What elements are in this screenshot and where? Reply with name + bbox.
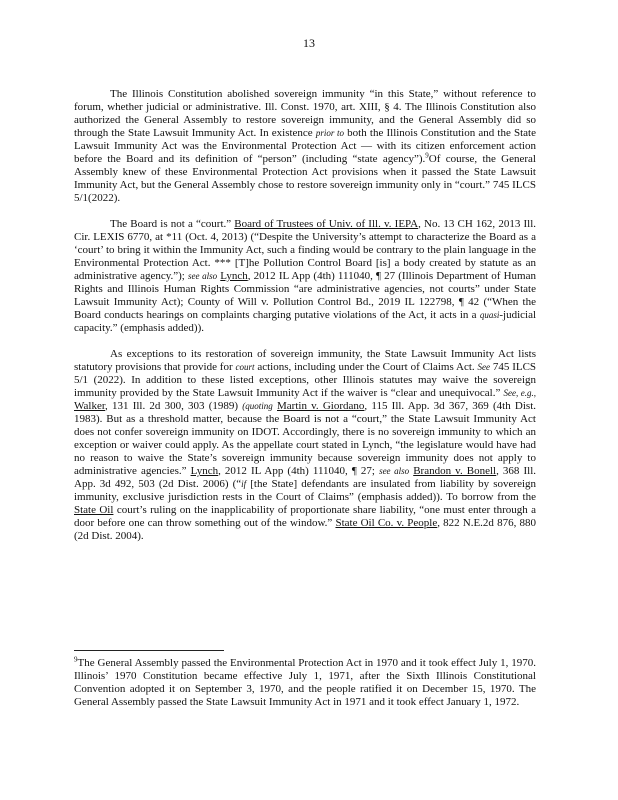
citation-brandon-v-bonell: Brandon v. Bonell <box>413 465 497 477</box>
signal-see-also-2: see also <box>379 466 410 476</box>
italic-quasi: quasi <box>479 310 500 320</box>
para3-text-m: , 2012 IL App (4th) 111040, ¶ 27; <box>218 465 375 477</box>
citation-martin-v-giordano: Martin v. Giordano <box>277 400 365 412</box>
citation-walker: Walker <box>74 400 106 412</box>
signal-see-eg: See, e.g., <box>503 388 537 398</box>
citation-lynch: Lynch <box>220 270 248 282</box>
footnote-reference[interactable]: 9 <box>425 151 429 160</box>
citation-state-oil-v-people: State Oil Co. v. People <box>335 517 438 529</box>
footnote-9 <box>74 657 536 709</box>
paragraph-constitution <box>74 88 536 205</box>
paragraph-exceptions <box>74 348 536 543</box>
paragraph-board-not-court <box>74 218 536 335</box>
para2-text-a: The Board is not a “court.” <box>110 218 232 230</box>
page-number: 13 <box>303 36 315 50</box>
para3-text-p: , 368 Ill. App. 3d 492, 503 (2d Dist. 2006) (“ <box>74 465 537 490</box>
footnote-mark: 9 <box>74 655 78 664</box>
para1-text-c: both the Illinois Constitution and the State Lawsuit Immunity Act was the Environmental Protection Act — with its citizen enforcement action before the Board and its definition of “person” (including “state agency”). <box>74 127 536 165</box>
para3-text-t: court’s ruling on the inapplicability of proportionate share liability, “one must enter through a door before one can throw something out of the window.” <box>74 504 536 529</box>
para3-text-c: actions, including under the Court of Claims Act. <box>257 361 475 373</box>
body-text <box>74 88 536 556</box>
para1-italic-prior-to: prior to <box>315 128 345 138</box>
para1-text-a: The Illinois Constitution abolished sovereign immunity “in this State,” without reference to forum, whether judicial or administrative. Ill. Const. 1970, art. XIII, § 4. The Illinois Constitution also authorized the General Assembly to restore sovereign immunity, and the General Assembly did so through the State Lawsuit Immunity Act. In existence <box>74 88 536 139</box>
signal-see-also: see also <box>188 271 218 281</box>
para1-text-d: Of course, the General Assembly knew of these Environmental Protection Act provisions when it passed the State Lawsuit Immunity Act, but the General Assembly chose to restore sovereign immunity only in “court.” 745 ILCS 5/1(2022). <box>74 153 536 204</box>
para3-text-v: , 822 N.E.2d 876, 880 (2d Dist. 2004). <box>74 517 536 542</box>
citation-board-of-trustees: Board of Trustees of Univ. of Ill. v. IEPA <box>234 218 419 230</box>
citation-lynch-2: Lynch <box>190 465 219 477</box>
signal-see: See <box>477 362 490 372</box>
citation-state-oil-short: State Oil <box>74 504 114 516</box>
para3-text-e: 745 ILCS 5/1 (2022). In addition to these listed exceptions, other Illinois statutes may waive the sovereign immunity provided by the State Lawsuit Immunity Act if the waiver is “clear and unequivocal.” <box>74 361 537 399</box>
signal-quoting: (quoting <box>242 401 273 411</box>
footnote-text: The General Assembly passed the Environmental Protection Act in 1970 and it took effect July 1, 1970. Illinois’ 1970 Constitution became effective July 1, 1971, after the Sixth Illinois Constitutional Convention adopted it on September 3, 1970, and the people ratified it on December 15, 1970. The General Assembly passed the State Lawsuit Immunity Act in 1971 and it took effect January 1, 1972. <box>74 657 536 708</box>
para2-text-f: , 2012 IL App (4th) 111040, ¶ 27 (Illinois Department of Human Rights and Illinois Human Rights Commission “are administrative agencies, not courts” under State Lawsuit Immunity Act); County of Will v. Pollution Control Bd., 2019 IL 122798, ¶ 42 (“When the Board conducts hearings on complaints charging putative violations of the Act, it acts in a <box>74 270 536 321</box>
footnote-divider <box>74 650 224 651</box>
para3-text-k: , 115 Ill. App. 3d 367, 369 (4th Dist. 1983). But as a threshold matter, because the Board is not a “court,” the State Lawsuit Immunity Act does not confer sovereign immunity on IDOT. Accordingly, there is no sovereign immunity to which an exception or waiver could apply. As the appellate court stated in Lynch, “the legislature would have had no reason to waive the State’s sovereign immunity because sovereign immunity does not apply to administrative agencies.” <box>74 400 537 477</box>
para3-text-a: As exceptions to its restoration of sovereign immunity, the State Lawsuit Immunity Act lists statutory provisions that provide for <box>74 348 536 373</box>
italic-court: court <box>235 362 255 372</box>
italic-if: if <box>241 479 247 489</box>
para3-text-h: , 131 Ill. 2d 300, 303 (1989) <box>105 400 239 412</box>
para2-text-c: , No. 13 CH 162, 2013 Ill. Cir. LEXIS 6770, at *11 (Oct. 4, 2013) (“Despite the University’s attempt to characterize the Board as a ‘court’ to bring it within the Immunity Act, such a finding would be contrary to the plain language in the Environmental Protection Act. *** [T]he Pollution Control Board [is] a body created by statute as an administrative agency.”); <box>74 218 536 282</box>
para3-text-r: [the State] defendants are insulated from liability by sovereign immunity, exclusive jurisdiction rests in the Court of Claims” (emphasis added)). To borrow from the <box>74 478 537 503</box>
para2-text-h: -judicial capacity.” (emphasis added)). <box>74 309 537 334</box>
